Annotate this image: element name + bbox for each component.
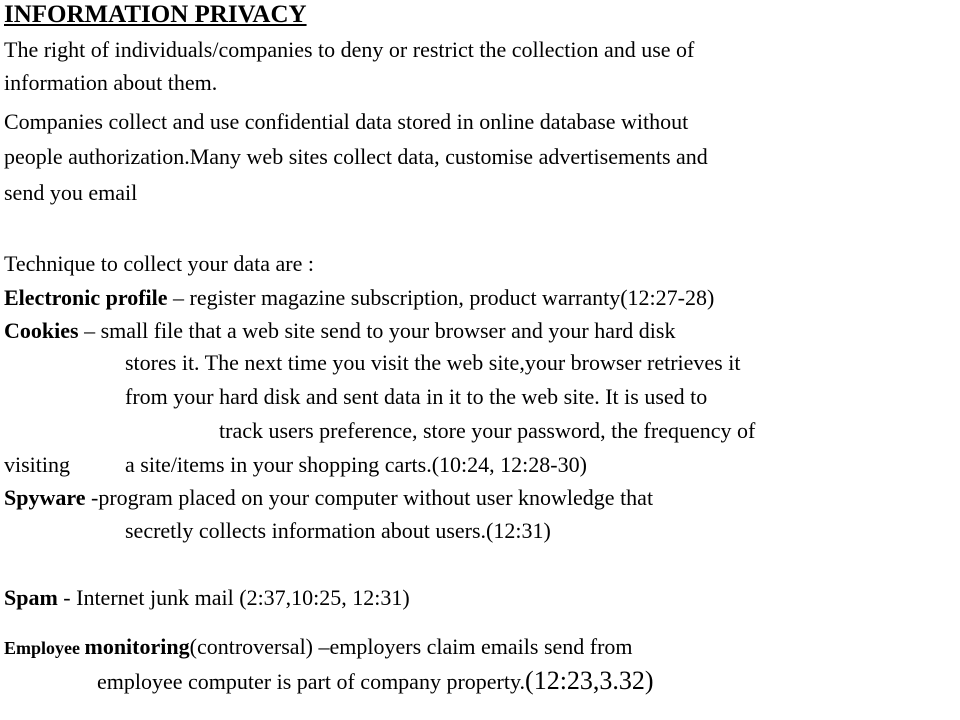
employee-monitoring-line-2-text: employee computer is part of company property. xyxy=(97,669,526,694)
intro-line-1: Companies collect and use confidential data stored in online database without xyxy=(4,109,689,134)
cookies-line-4: track users preference, store your password, the frequency of xyxy=(219,418,756,443)
intro-line-3: send you email xyxy=(4,180,138,205)
spyware-term: Spyware xyxy=(4,485,86,510)
electronic-profile-item xyxy=(4,285,714,311)
cookies-item xyxy=(4,318,675,344)
cookies-line-5-prefix: visiting xyxy=(4,452,71,477)
spyware-line-1: -program placed on your computer without user knowledge that xyxy=(85,485,654,510)
definition-line-1: The right of individuals/companies to deny or restrict the collection and use of xyxy=(4,37,695,62)
techniques-heading: Technique to collect your data are : xyxy=(4,251,314,276)
definition-line-2: information about them. xyxy=(4,70,218,95)
employee-monitoring-term-small: Employee xyxy=(4,638,85,658)
employee-monitoring-line-1: (controversal) –employers claim emails send from xyxy=(189,634,633,659)
employee-monitoring-term: monitoring xyxy=(84,634,190,659)
page-title: INFORMATION PRIVACY xyxy=(4,1,307,28)
intro-line-2: people authorization.Many web sites collect data, customise advertisements and xyxy=(4,144,708,169)
cookies-line-2: stores it. The next time you visit the web site,your browser retrieves it xyxy=(125,350,741,375)
spyware-item xyxy=(4,485,653,511)
spam-term: Spam xyxy=(4,585,58,610)
electronic-profile-text: – register magazine subscription, product warranty(12:27-28) xyxy=(167,285,715,310)
spam-item xyxy=(4,585,410,611)
electronic-profile-term: Electronic profile xyxy=(4,285,168,310)
employee-monitoring-ref: (12:23,3.32) xyxy=(525,666,654,695)
employee-monitoring-line-2 xyxy=(97,668,654,695)
cookies-term: Cookies xyxy=(4,318,79,343)
spyware-line-2: secretly collects information about users.(12:31) xyxy=(125,518,551,543)
spam-text: - Internet junk mail (2:37,10:25, 12:31) xyxy=(57,585,410,610)
cookies-line-1: – small file that a web site send to your browser and your hard disk xyxy=(78,318,676,343)
cookies-line-3: from your hard disk and sent data in it to the web site. It is used to xyxy=(125,384,708,409)
employee-monitoring-item xyxy=(4,634,633,661)
cookies-line-5: a site/items in your shopping carts.(10:24, 12:28-30) xyxy=(125,452,587,477)
